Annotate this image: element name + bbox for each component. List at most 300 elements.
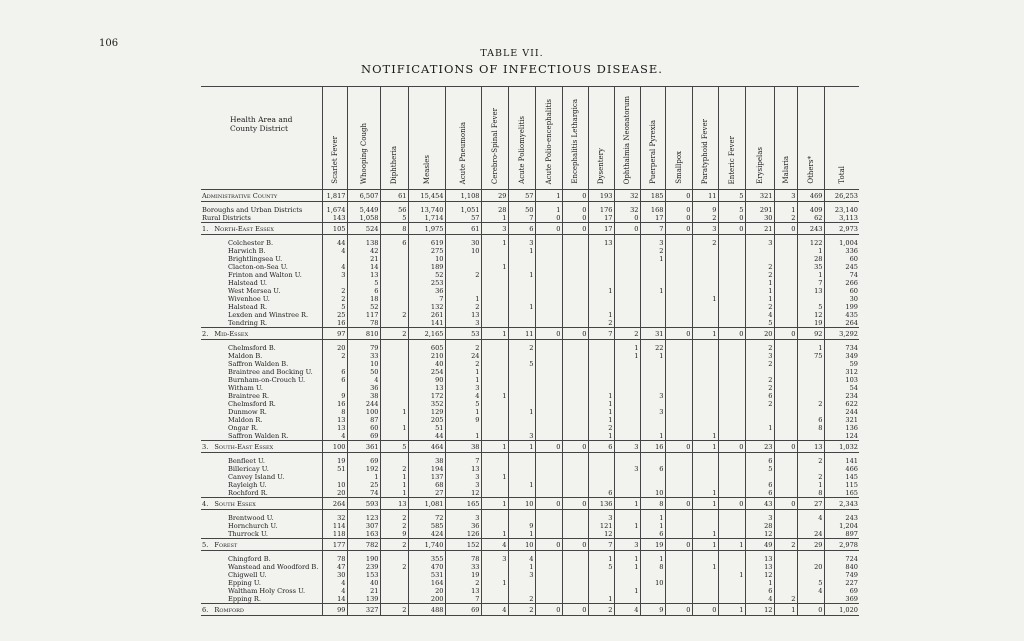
value-cell (665, 587, 692, 595)
row-label: Halstead R. (228, 303, 268, 311)
value-cell: 12 (745, 604, 774, 616)
value-cell (665, 247, 692, 255)
value-cell: 189 (408, 263, 445, 271)
value-cell: 6 (745, 457, 774, 465)
value-cell (562, 465, 588, 473)
value-cell: 2 (380, 465, 408, 473)
value-cell (322, 360, 347, 368)
row-name (201, 279, 322, 287)
value-cell (562, 489, 588, 498)
row-name (201, 376, 322, 384)
value-cell (380, 416, 408, 424)
value-cell (588, 579, 614, 587)
value-cell (508, 255, 535, 263)
column-header-disease (588, 87, 614, 190)
value-cell: 0 (535, 328, 562, 340)
district-row (201, 522, 859, 530)
value-cell: 9 (380, 530, 408, 539)
value-cell: 1 (380, 481, 408, 489)
value-cell (481, 563, 508, 571)
value-cell (774, 352, 797, 360)
value-cell: 1 (508, 441, 535, 453)
row-label: Maldon B. (228, 352, 263, 360)
column-header-label: Acute Polio-encephalitis (544, 98, 553, 184)
row-name (201, 473, 322, 481)
row-name (201, 206, 322, 214)
value-cell: 4 (745, 595, 774, 604)
value-cell: 1,020 (824, 604, 859, 616)
district-row (201, 214, 859, 223)
value-cell: 0 (535, 539, 562, 551)
value-cell: 13 (797, 441, 824, 453)
value-cell (718, 279, 745, 287)
district-row (201, 408, 859, 416)
row-label: Hornchurch U. (228, 522, 278, 530)
value-cell: 13 (408, 384, 445, 392)
value-cell: 1 (614, 344, 640, 352)
value-cell (562, 424, 588, 432)
table-title: NOTIFICATIONS OF INFECTIOUS DISEASE. (361, 62, 663, 76)
value-cell: 2 (745, 303, 774, 311)
row-name (201, 190, 322, 202)
value-cell: 205 (408, 416, 445, 424)
value-cell: 244 (347, 400, 380, 408)
value-cell: 2 (380, 604, 408, 616)
value-cell (774, 571, 797, 579)
value-cell: 4 (481, 604, 508, 616)
value-cell: 3 (445, 473, 481, 481)
column-header-area: Health Area and County District (201, 87, 322, 190)
value-cell: 361 (347, 441, 380, 453)
value-cell (508, 579, 535, 587)
value-cell: 199 (824, 303, 859, 311)
value-cell: 3 (614, 465, 640, 473)
value-cell (745, 416, 774, 424)
value-cell: 30 (745, 214, 774, 223)
value-cell (380, 376, 408, 384)
district-row (201, 392, 859, 400)
value-cell (614, 481, 640, 489)
value-cell (774, 303, 797, 311)
value-cell: 18 (347, 295, 380, 303)
value-cell: 13 (745, 555, 774, 563)
value-cell: 32 (614, 190, 640, 202)
value-cell (797, 555, 824, 563)
value-cell: 1 (535, 190, 562, 202)
value-cell: 2 (640, 247, 665, 255)
value-cell (588, 587, 614, 595)
value-cell: 54 (824, 384, 859, 392)
area-total-row (201, 498, 859, 510)
column-header-label: Diphtheria (390, 145, 398, 184)
value-cell: 69 (445, 604, 481, 616)
value-cell: 79 (347, 344, 380, 352)
row-name (201, 223, 322, 235)
value-cell: 12 (588, 530, 614, 539)
value-cell (665, 457, 692, 465)
row-name (201, 239, 322, 247)
value-cell (481, 344, 508, 352)
value-cell: 1 (614, 522, 640, 530)
value-cell (508, 295, 535, 303)
value-cell: 6 (745, 481, 774, 489)
row-label: Harwich B. (228, 247, 266, 255)
value-cell: 4 (745, 311, 774, 319)
row-label: Wanstead and Woodford B. (228, 563, 319, 571)
value-cell: 74 (824, 271, 859, 279)
value-cell: 23 (745, 441, 774, 453)
value-cell: 234 (824, 392, 859, 400)
district-row (201, 368, 859, 376)
value-cell: 8 (380, 223, 408, 235)
value-cell (508, 376, 535, 384)
value-cell: 24 (797, 530, 824, 539)
value-cell (614, 530, 640, 539)
row-label: Saffron Walden R. (228, 432, 289, 440)
value-cell (774, 287, 797, 295)
district-row (201, 352, 859, 360)
value-cell (481, 457, 508, 465)
value-cell (614, 392, 640, 400)
value-cell: 8 (797, 489, 824, 498)
row-name (201, 530, 322, 539)
district-row (201, 360, 859, 368)
value-cell: 9 (640, 604, 665, 616)
value-cell (774, 514, 797, 522)
row-label: Forest (214, 540, 238, 549)
value-cell: 33 (445, 563, 481, 571)
value-cell: 0 (718, 498, 745, 510)
value-cell: 1 (508, 271, 535, 279)
table-body (201, 190, 859, 616)
value-cell: 2 (797, 457, 824, 465)
value-cell: 1,714 (408, 214, 445, 223)
value-cell (481, 319, 508, 328)
value-cell (797, 392, 824, 400)
value-cell: 1 (588, 432, 614, 441)
value-cell: 264 (322, 498, 347, 510)
value-cell: 749 (824, 571, 859, 579)
value-cell: 1 (508, 247, 535, 255)
value-cell (481, 432, 508, 441)
value-cell (614, 295, 640, 303)
value-cell (614, 360, 640, 368)
value-cell (665, 287, 692, 295)
value-cell: 3 (445, 319, 481, 328)
area-total-row (201, 441, 859, 453)
value-cell (692, 303, 718, 311)
value-cell (665, 295, 692, 303)
value-cell (562, 563, 588, 571)
value-cell (692, 457, 718, 465)
value-cell (640, 319, 665, 328)
value-cell: 2 (745, 400, 774, 408)
value-cell: 1 (774, 604, 797, 616)
district-row (201, 465, 859, 473)
value-cell: 2 (380, 539, 408, 551)
value-cell: 1 (718, 539, 745, 551)
value-cell: 2 (774, 539, 797, 551)
value-cell (640, 376, 665, 384)
value-cell: 69 (347, 457, 380, 465)
value-cell: 129 (408, 408, 445, 416)
value-cell (745, 432, 774, 441)
value-cell (640, 595, 665, 604)
district-row (201, 384, 859, 392)
value-cell (562, 311, 588, 319)
column-header-disease (408, 87, 445, 190)
value-cell (481, 595, 508, 604)
value-cell: 2 (774, 595, 797, 604)
value-cell: 10 (508, 539, 535, 551)
value-cell (718, 481, 745, 489)
value-cell (692, 384, 718, 392)
row-name (201, 214, 322, 223)
value-cell: 0 (562, 498, 588, 510)
value-cell: 4 (322, 247, 347, 255)
value-cell (692, 360, 718, 368)
value-cell: 3 (640, 239, 665, 247)
value-cell (380, 400, 408, 408)
value-cell (614, 368, 640, 376)
value-cell (535, 465, 562, 473)
value-cell: 3 (614, 539, 640, 551)
value-cell: 0 (665, 190, 692, 202)
value-cell: 435 (824, 311, 859, 319)
value-cell (718, 239, 745, 247)
value-cell: 43 (745, 498, 774, 510)
value-cell: 2 (797, 473, 824, 481)
row-name (201, 604, 322, 616)
district-row (201, 587, 859, 595)
district-row (201, 311, 859, 319)
value-cell (508, 392, 535, 400)
district-row (201, 595, 859, 604)
value-cell: 6 (347, 287, 380, 295)
value-cell: 5 (508, 360, 535, 368)
value-cell: 4 (347, 376, 380, 384)
value-cell: 7 (408, 295, 445, 303)
value-cell: 1 (481, 441, 508, 453)
value-cell (640, 384, 665, 392)
value-cell (665, 530, 692, 539)
value-cell: 2 (508, 595, 535, 604)
value-cell: 2,973 (824, 223, 859, 235)
district-row (201, 571, 859, 579)
value-cell: 28 (481, 206, 508, 214)
value-cell: 10 (408, 255, 445, 263)
value-cell: 2,165 (408, 328, 445, 340)
value-cell: 254 (408, 368, 445, 376)
value-cell (774, 424, 797, 432)
value-cell (562, 530, 588, 539)
value-cell (535, 368, 562, 376)
value-cell: 176 (588, 206, 614, 214)
value-cell: 20 (322, 489, 347, 498)
row-label: Halstead U. (228, 279, 268, 287)
value-cell (562, 473, 588, 481)
value-cell: 5 (380, 441, 408, 453)
value-cell: 3 (508, 571, 535, 579)
value-cell: 11 (692, 190, 718, 202)
district-row (201, 555, 859, 563)
value-cell (692, 352, 718, 360)
value-cell (774, 279, 797, 287)
value-cell (774, 368, 797, 376)
row-name (201, 481, 322, 489)
value-cell: 16 (322, 400, 347, 408)
value-cell (588, 457, 614, 465)
row-label: Administrative County (202, 191, 278, 200)
value-cell: 51 (408, 424, 445, 432)
row-name (201, 522, 322, 530)
value-cell (665, 489, 692, 498)
value-cell (535, 392, 562, 400)
value-cell: 2 (380, 563, 408, 571)
value-cell: 1 (380, 489, 408, 498)
value-cell: 2 (745, 344, 774, 352)
value-cell (640, 311, 665, 319)
value-cell (535, 319, 562, 328)
value-cell (774, 271, 797, 279)
value-cell: 266 (824, 279, 859, 287)
value-cell (665, 465, 692, 473)
value-cell: 10 (445, 247, 481, 255)
value-cell (797, 522, 824, 530)
value-cell (562, 400, 588, 408)
value-cell: 4 (481, 539, 508, 551)
row-label: South-East Essex (214, 442, 274, 451)
value-cell (535, 295, 562, 303)
column-header-label: Acute Pneumonia (459, 121, 467, 184)
row-label: Epping U. (228, 579, 261, 587)
value-cell: 13 (445, 587, 481, 595)
value-cell: 464 (408, 441, 445, 453)
row-label: Braintree and Bocking U. (228, 368, 313, 376)
district-row (201, 457, 859, 465)
value-cell: 3 (481, 555, 508, 563)
row-label: Billericay U. (228, 465, 269, 473)
value-cell (797, 571, 824, 579)
value-cell: 56 (380, 206, 408, 214)
value-cell: 3 (745, 514, 774, 522)
value-cell (665, 522, 692, 530)
value-cell (380, 303, 408, 311)
value-cell: 21 (745, 223, 774, 235)
value-cell: 4 (322, 587, 347, 595)
value-cell: 14 (322, 595, 347, 604)
value-cell (640, 400, 665, 408)
value-cell (718, 319, 745, 328)
value-cell (535, 563, 562, 571)
value-cell: 36 (445, 522, 481, 530)
row-name (201, 344, 322, 352)
value-cell (535, 247, 562, 255)
value-cell (665, 344, 692, 352)
value-cell: 2 (745, 376, 774, 384)
row-name (201, 571, 322, 579)
value-cell (614, 416, 640, 424)
value-cell: 0 (665, 604, 692, 616)
value-cell: 1 (380, 473, 408, 481)
value-cell (614, 376, 640, 384)
column-header-disease (481, 87, 508, 190)
value-cell: 369 (824, 595, 859, 604)
value-cell: 1 (588, 287, 614, 295)
value-cell: 466 (824, 465, 859, 473)
value-cell: 275 (408, 247, 445, 255)
value-cell (535, 360, 562, 368)
value-cell (774, 263, 797, 271)
value-cell: 13 (322, 416, 347, 424)
district-row (201, 579, 859, 587)
table-header-row (201, 87, 859, 190)
value-cell: 6 (380, 239, 408, 247)
value-cell: 0 (665, 539, 692, 551)
value-cell: 1,740 (408, 539, 445, 551)
value-cell: 36 (347, 384, 380, 392)
value-cell: 1 (797, 344, 824, 352)
value-cell (692, 400, 718, 408)
value-cell: 1 (588, 311, 614, 319)
district-row (201, 271, 859, 279)
value-cell: 25 (322, 311, 347, 319)
value-cell (718, 255, 745, 263)
value-cell (774, 473, 797, 481)
value-cell: 17 (588, 214, 614, 223)
value-cell (614, 514, 640, 522)
value-cell: 29 (481, 190, 508, 202)
value-cell (508, 368, 535, 376)
row-label: Benfleet U. (228, 457, 265, 465)
value-cell: 1 (508, 563, 535, 571)
value-cell (614, 579, 640, 587)
value-cell: 78 (347, 319, 380, 328)
value-cell: 168 (640, 206, 665, 214)
value-cell (665, 424, 692, 432)
column-header-label: Total (837, 166, 846, 184)
value-cell (508, 263, 535, 271)
value-cell: 132 (408, 303, 445, 311)
value-cell (774, 489, 797, 498)
value-cell (562, 368, 588, 376)
value-cell (481, 360, 508, 368)
value-cell (640, 263, 665, 271)
value-cell (745, 255, 774, 263)
value-cell: 1 (481, 239, 508, 247)
value-cell (665, 360, 692, 368)
value-cell: 124 (824, 432, 859, 441)
value-cell: 1 (692, 563, 718, 571)
value-cell: 0 (535, 604, 562, 616)
value-cell (614, 263, 640, 271)
value-cell: 62 (797, 214, 824, 223)
value-cell (774, 530, 797, 539)
value-cell: 17 (640, 214, 665, 223)
row-name (201, 416, 322, 424)
value-cell (614, 473, 640, 481)
value-cell: 1 (445, 408, 481, 416)
value-cell (508, 279, 535, 287)
value-cell (614, 432, 640, 441)
value-cell (535, 279, 562, 287)
value-cell: 1 (640, 555, 665, 563)
row-label: Epping R. (228, 595, 261, 603)
value-cell: 4 (797, 587, 824, 595)
value-cell (445, 263, 481, 271)
value-cell: 36 (408, 287, 445, 295)
value-cell: 0 (692, 604, 718, 616)
